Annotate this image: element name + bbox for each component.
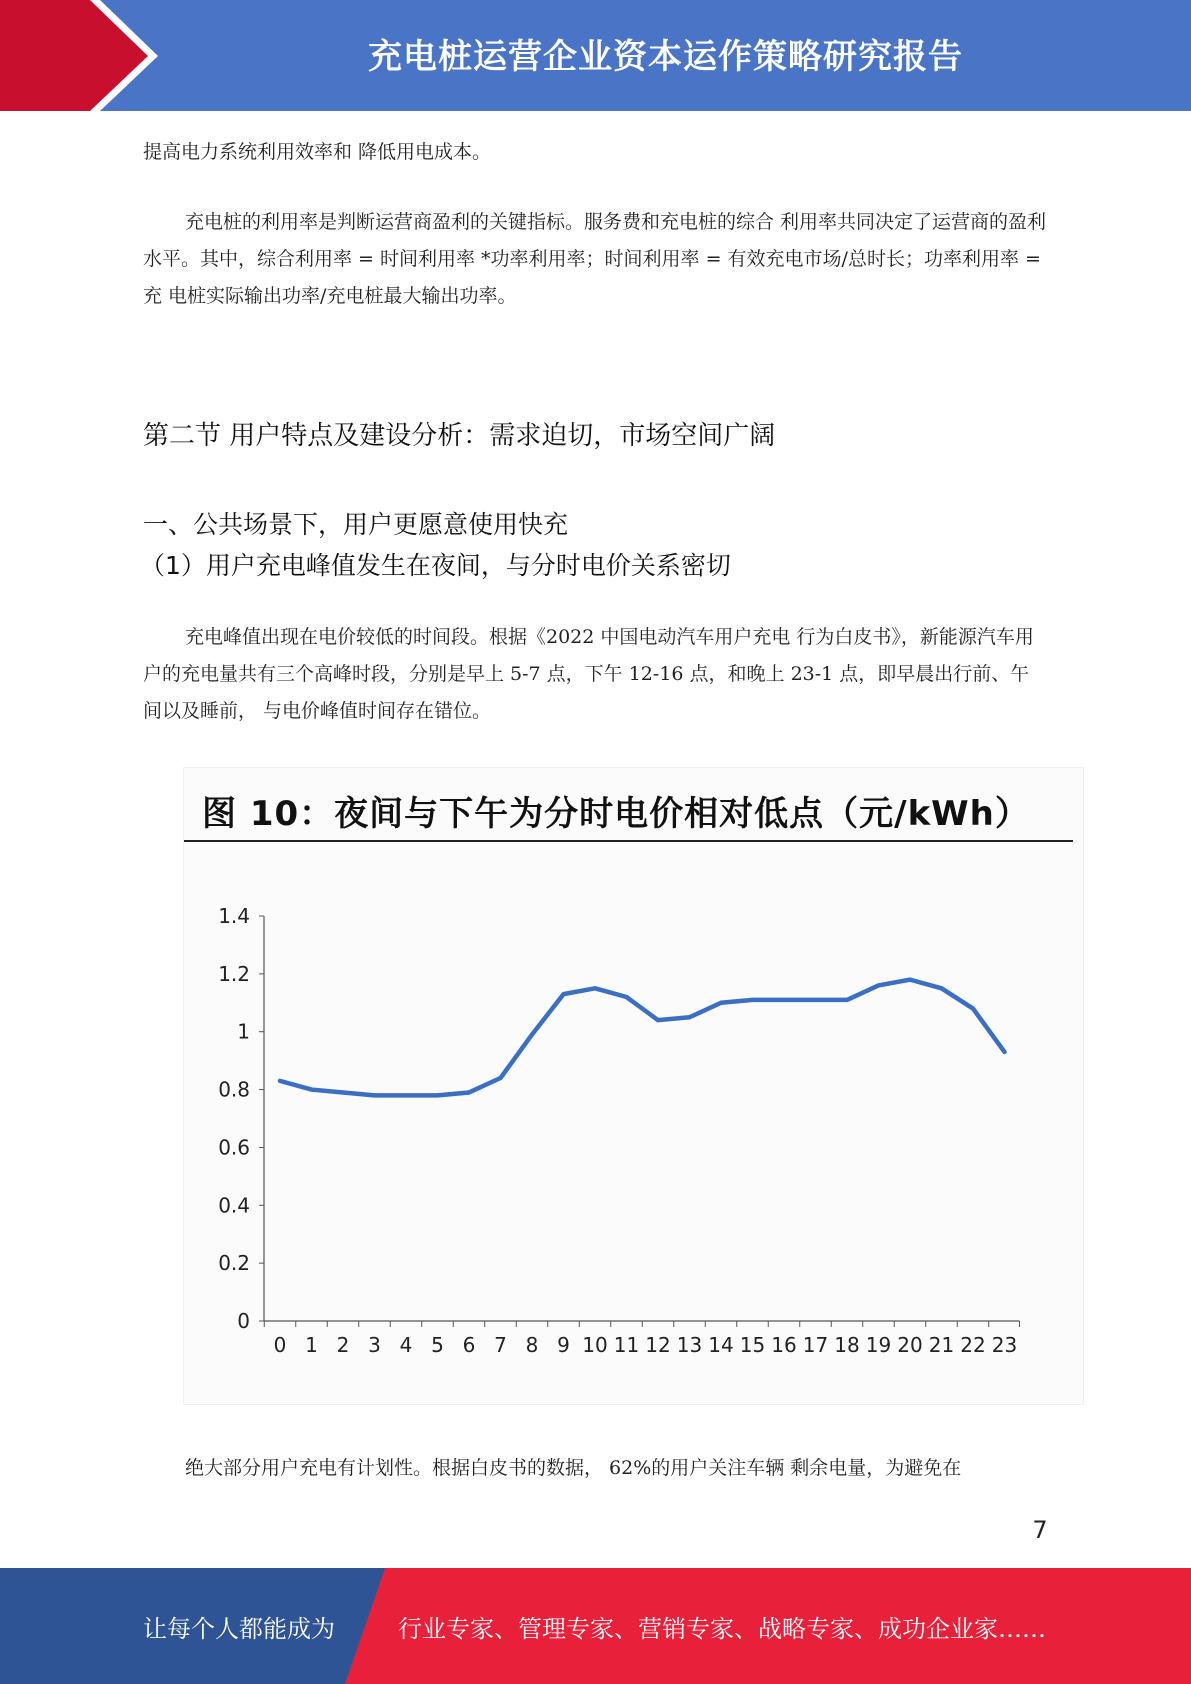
footer-slogan-left: 让每个人都能成为 xyxy=(143,1614,335,1643)
header-arrow-decoration xyxy=(0,0,160,111)
y-tick-label: 0.6 xyxy=(218,1135,250,1160)
x-tick-label: 3 xyxy=(368,1333,381,1357)
x-tick-label: 15 xyxy=(739,1333,766,1357)
y-tick-label: 0 xyxy=(237,1309,250,1333)
section-heading: 第二节 用户特点及建设分析：需求迫切，市场空间广阔 xyxy=(143,421,776,451)
x-axis xyxy=(264,1321,1020,1357)
x-tick-label: 5 xyxy=(431,1333,444,1357)
page-number: 7 xyxy=(1032,1516,1048,1544)
x-tick-label: 21 xyxy=(928,1333,955,1357)
x-tick-label: 6 xyxy=(462,1333,476,1357)
x-tick-label: 18 xyxy=(834,1333,860,1357)
report-title: 充电桩运营企业资本运作策略研究报告 xyxy=(368,36,963,77)
x-tick-label: 8 xyxy=(525,1333,539,1357)
subheading-1: 一、公共场景下，用户更愿意使用快充 xyxy=(143,510,569,539)
y-tick-label: 1.2 xyxy=(218,961,250,986)
subheading-2: （1）用户充电峰值发生在夜间，与分时电价关系密切 xyxy=(140,551,731,580)
y-tick-label: 0.2 xyxy=(218,1251,250,1276)
x-tick-label: 19 xyxy=(865,1333,892,1357)
line-chart xyxy=(184,768,1083,1404)
x-tick-label: 12 xyxy=(645,1333,671,1357)
series-electricity-price xyxy=(280,980,1005,1096)
x-tick-label: 0 xyxy=(273,1333,287,1357)
y-tick-label: 0.8 xyxy=(218,1077,250,1102)
chart-figure xyxy=(183,767,1084,1405)
y-tick-label: 0.4 xyxy=(218,1193,250,1218)
series-line xyxy=(280,980,1005,1096)
x-tick-label: 4 xyxy=(399,1333,413,1357)
paragraph-1: 提高电力系统利用效率和 降低用电成本。 xyxy=(143,141,492,163)
x-tick-label: 2 xyxy=(336,1333,350,1357)
paragraph-3: 充电峰值出现在电价较低的时间段。根据《2022 中国电动汽车用户充电 行为白皮书》，新能源汽车用户的充电量共有三个高峰时段，分别是早上 5-7 点，下午 12-16 点，和晚上 23-1 点，即早晨出行前、午间以及睡前， 与电价峰值时间存在错位。 xyxy=(143,626,1034,722)
y-tick-label: 1 xyxy=(237,1019,250,1044)
paragraph-2: 充电桩的利用率是判断运营商盈利的关键指标。服务费和充电桩的综合 利用率共同决定了运营商的盈利水平。其中，综合利用率 = 时间利用率 *功率利用率；时间利用率 = 有效充电市场/总时长；功率利用率 = 充 电桩实际输出功率/充电桩最大输出功率。 xyxy=(143,211,1047,307)
footer-banner xyxy=(0,1568,1191,1684)
x-tick-label: 7 xyxy=(494,1333,507,1357)
paragraph-4: 绝大部分用户充电有计划性。根据白皮书的数据， 62%的用户关注车辆 剩余电量，为避免在 xyxy=(185,1457,962,1479)
x-tick-label: 20 xyxy=(897,1333,923,1357)
y-axis xyxy=(218,904,264,1333)
x-tick-label: 14 xyxy=(708,1333,734,1357)
footer-slogan-right: 行业专家、管理专家、营销专家、战略专家、成功企业家…… xyxy=(398,1614,1046,1643)
x-tick-label: 11 xyxy=(613,1333,640,1357)
y-tick-label: 1.4 xyxy=(218,904,250,928)
x-tick-label: 22 xyxy=(960,1333,986,1357)
x-tick-label: 13 xyxy=(676,1333,703,1357)
x-tick-label: 1 xyxy=(305,1333,318,1357)
x-tick-label: 9 xyxy=(557,1333,570,1357)
chart-title: 图 10：夜间与下午为分时电价相对低点（元/kWh） xyxy=(202,794,1030,834)
x-tick-label: 17 xyxy=(802,1333,829,1357)
header-banner xyxy=(0,0,1191,111)
x-tick-label: 16 xyxy=(771,1333,797,1357)
x-tick-label: 23 xyxy=(991,1333,1018,1357)
x-tick-label: 10 xyxy=(582,1333,608,1357)
